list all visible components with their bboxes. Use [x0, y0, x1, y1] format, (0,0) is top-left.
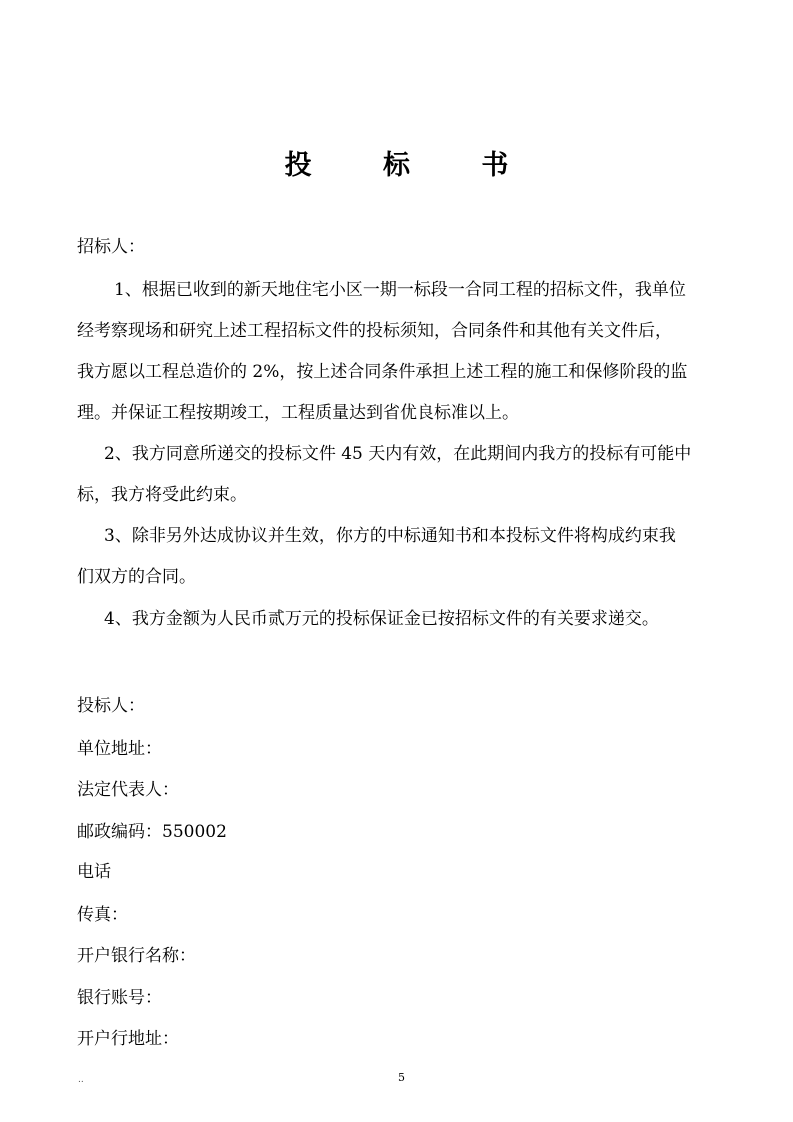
clause-3: [77, 516, 739, 598]
clause-1-line-4: 理。并保证工程按期竣工，工程质量达到省优良标准以上。: [77, 403, 519, 423]
clause-3-line-2: 们双方的合同。: [77, 567, 196, 587]
clause-1: [77, 270, 739, 434]
addressee-line: 招标人：: [77, 237, 145, 257]
field-bank-account: 银行账号：: [77, 988, 162, 1008]
clause-2: [77, 434, 739, 516]
clause-4-line-1: 4、我方金额为人民币贰万元的投标保证金已按招标文件的有关要求递交。: [104, 609, 659, 629]
field-postcode: 邮政编码：550002: [77, 822, 227, 842]
field-legal-rep: 法定代表人：: [77, 780, 179, 800]
document-title: 投 标 书: [284, 150, 540, 181]
clause-3-line-1: 3、除非另外达成协议并生效，你方的中标通知书和本投标文件将构成约束我: [104, 526, 676, 546]
field-bidder: 投标人：: [77, 696, 145, 716]
field-phone: 电话: [77, 862, 111, 882]
clause-1-line-3: 我方愿以工程总造价的 2%，按上述合同条件承担上述工程的施工和保修阶段的监: [77, 362, 688, 382]
clause-1-line-2: 经考察现场和研究上述工程招标文件的投标须知，合同条件和其他有关文件后，: [77, 321, 672, 341]
clause-1-line-1: 1、根据已收到的新天地住宅小区一期一标段一合同工程的招标文件，我单位: [114, 280, 686, 300]
field-bank-name: 开户银行名称：: [77, 946, 196, 966]
field-bank-address: 开户行地址：: [77, 1029, 179, 1049]
footer-mark: ..: [78, 1075, 84, 1085]
clause-4: [77, 599, 739, 640]
field-address: 单位地址：: [77, 739, 162, 759]
clause-2-line-2: 标，我方将受此约束。: [77, 485, 247, 505]
page-number: 5: [398, 1071, 405, 1084]
field-fax: 传真：: [77, 905, 128, 925]
clause-2-line-1: 2、我方同意所递交的投标文件 45 天内有效，在此期间内我方的投标有可能中: [104, 444, 692, 464]
